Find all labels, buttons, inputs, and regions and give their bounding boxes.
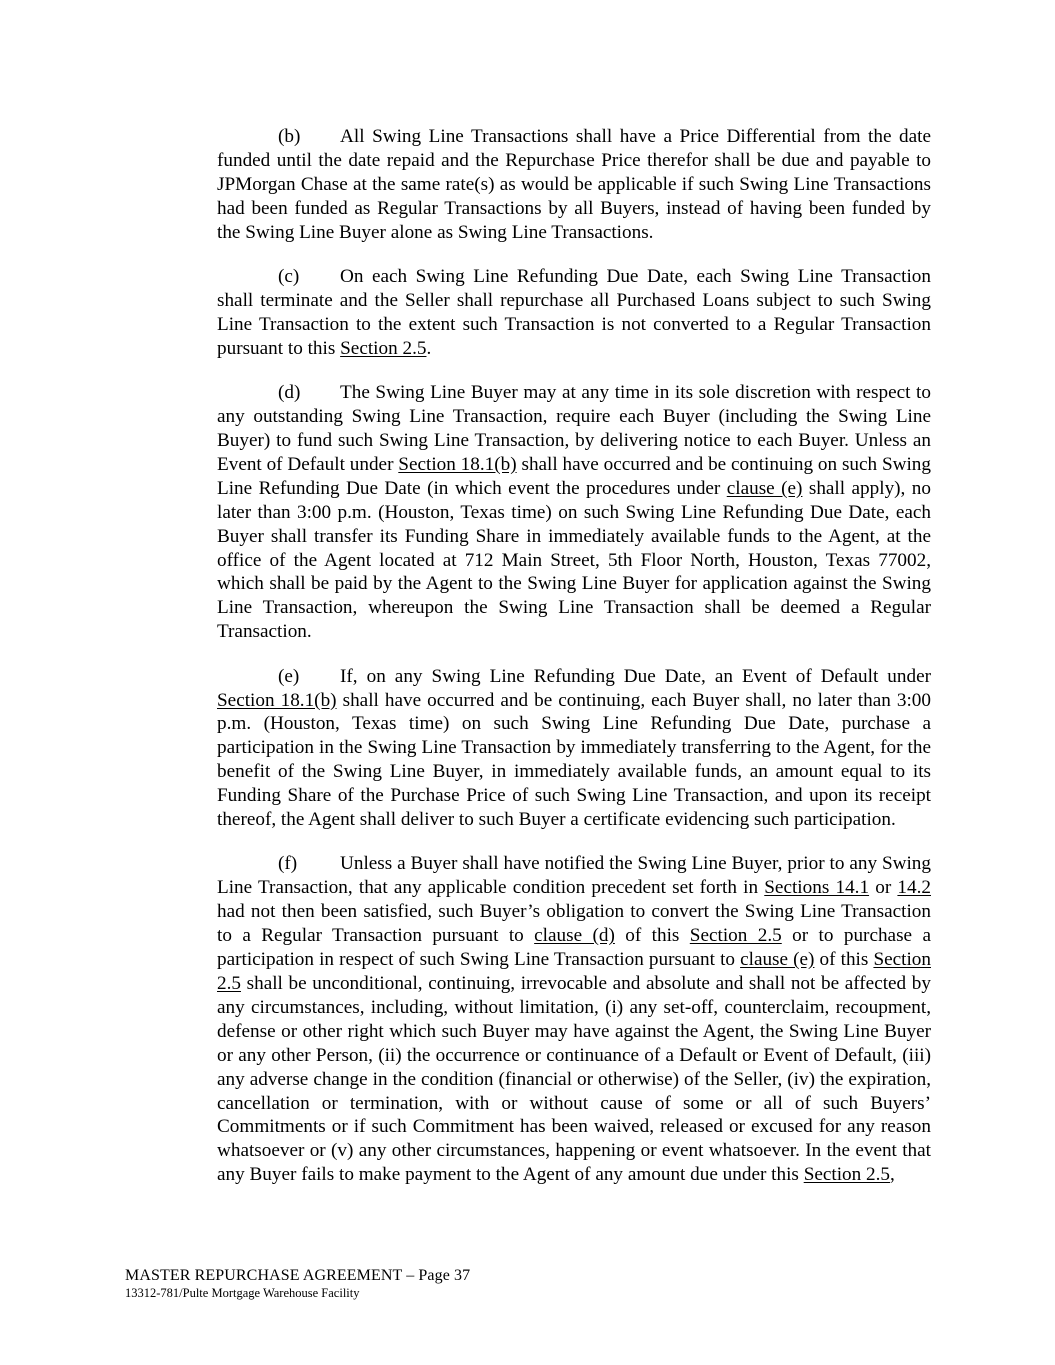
section-reference: Section 2.5 <box>803 1164 891 1186</box>
paragraph-text: shall have occurred and be continuing, each Buyer shall, no later than 3:00 p.m. (Houston, Texas time) on such Swing Line Refunding Due Date, purchase a participation in the Swing Line Transaction by immediately transferring to the Agent, for the benefit of the Swing Line Buyer, in immediately available funds, an amount equal to its Funding Share of the Purchase Price of such Swing Line Transaction, and upon its receipt thereof, the Agent shall deliver to such Buyer a certificate evidencing such participation. <box>217 689 931 831</box>
clause-reference: clause (e) <box>740 949 815 971</box>
paragraph-text: or <box>869 877 898 899</box>
paragraph-c <box>217 265 931 361</box>
paragraph-text: , <box>890 1164 895 1186</box>
section-reference: Section 2.5 <box>340 337 427 359</box>
paragraph-text: shall apply), no later than 3:00 p.m. (Houston, Texas time) on such Swing Line Refunding Due Date, each Buyer shall transfer its Funding Share in immediately available funds to the Agent, at the office of the Agent located at 712 Main Street, 5th Floor North, Houston, Texas 77002, which shall be paid by the Agent to the Swing Line Buyer for application against the Swing Line Transaction, whereupon the Swing Line Transaction shall be deemed a Regular Transaction. <box>217 477 931 643</box>
section-reference: Sections 14.1 <box>764 877 870 899</box>
paragraph-text: of this <box>814 949 874 971</box>
paragraph-label: (b) <box>278 126 301 147</box>
paragraph-text: All Swing Line Transactions shall have a Price Differential from the date funded until the date repaid and the Repurchase Price therefor shall be due and payable to JPMorgan Chase at the same rate(s) as would be applicable if such Swing Line Transactions had been funded as Regular Transactions by all Buyers, instead of having been funded by the Swing Line Buyer alone as Swing Line Transactions. <box>217 126 931 243</box>
section-reference: Section 18.1(b) <box>398 453 517 475</box>
paragraph-text: of this <box>614 925 690 947</box>
clause-reference: clause (e) <box>726 477 803 499</box>
footer-title: MASTER REPURCHASE AGREEMENT – Page 37 <box>125 1267 471 1284</box>
paragraph-text: The Swing Line Buyer may at any time in its sole discretion with respect to any outstanding Swing Line Transaction, require each Buyer (including the Swing Line Buyer) to fund such Swing Line Transaction, by delivering notice to each Buyer. Unless an Event of Default under <box>217 382 931 475</box>
section-reference: Section 2.5 <box>217 949 931 994</box>
paragraph-text: shall have occurred and be continuing on such Swing Line Refunding Due Date (in which event the procedures under <box>217 453 931 499</box>
paragraph-text: had not then been satisfied, such Buyer’s obligation to convert the Swing Line Transaction to a Regular Transaction pursuant to <box>217 901 931 947</box>
footer-document-code: 13312-781/Pulte Mortgage Warehouse Facility <box>125 1286 360 1300</box>
paragraph-label: (f) <box>278 853 298 875</box>
paragraph-label: (d) <box>278 382 301 404</box>
section-reference: Section 18.1(b) <box>217 689 337 711</box>
paragraph-text: Unless a Buyer shall have notified the Swing Line Buyer, prior to any Swing Line Transaction, that any applicable condition precedent set forth in <box>217 853 931 899</box>
paragraph-d <box>217 381 931 644</box>
paragraph-text: If, on any Swing Line Refunding Due Date, an Event of Default under <box>340 665 931 687</box>
section-reference: Section 2.5 <box>689 925 782 947</box>
paragraph-label: (c) <box>278 266 300 288</box>
paragraph-text: . <box>426 337 432 359</box>
page-footer <box>125 1266 725 1301</box>
paragraph-label: (e) <box>278 665 300 687</box>
paragraph-f <box>217 852 931 1187</box>
clause-reference: clause (d) <box>534 925 615 947</box>
paragraph-b <box>217 125 931 245</box>
paragraph-text: shall be unconditional, continuing, irrevocable and absolute and shall not be affected by any circumstances, including, without limitation, (i) any set-off, counterclaim, recoupment, defense or other right which such Buyer may have against the Agent, the Swing Line Buyer or any other Person, (ii) the occurrence or continuance of a Default or Event of Default, (iii) any adverse change in the condition (financial or otherwise) of the Seller, (iv) the expiration, cancellation or termination, with or without cause of some or all of such Buyers’ Commitments or if such Commitment has been waived, released or excused for any reason whatsoever or (v) any other circumstances, happening or event whatsoever. In the event that any Buyer fails to make payment to the Agent of any amount due under this <box>217 973 931 1186</box>
paragraph-text: or to purchase a participation in respect of such Swing Line Transaction pursuant to <box>217 925 931 971</box>
paragraph-e <box>217 665 931 832</box>
paragraph-text: On each Swing Line Refunding Due Date, each Swing Line Transaction shall terminate and the Seller shall repurchase all Purchased Loans subject to such Swing Line Transaction to the extent such Transaction is not converted to a Regular Transaction pursuant to this <box>217 266 931 359</box>
section-reference: 14.2 <box>897 877 931 899</box>
document-body <box>217 125 931 1208</box>
